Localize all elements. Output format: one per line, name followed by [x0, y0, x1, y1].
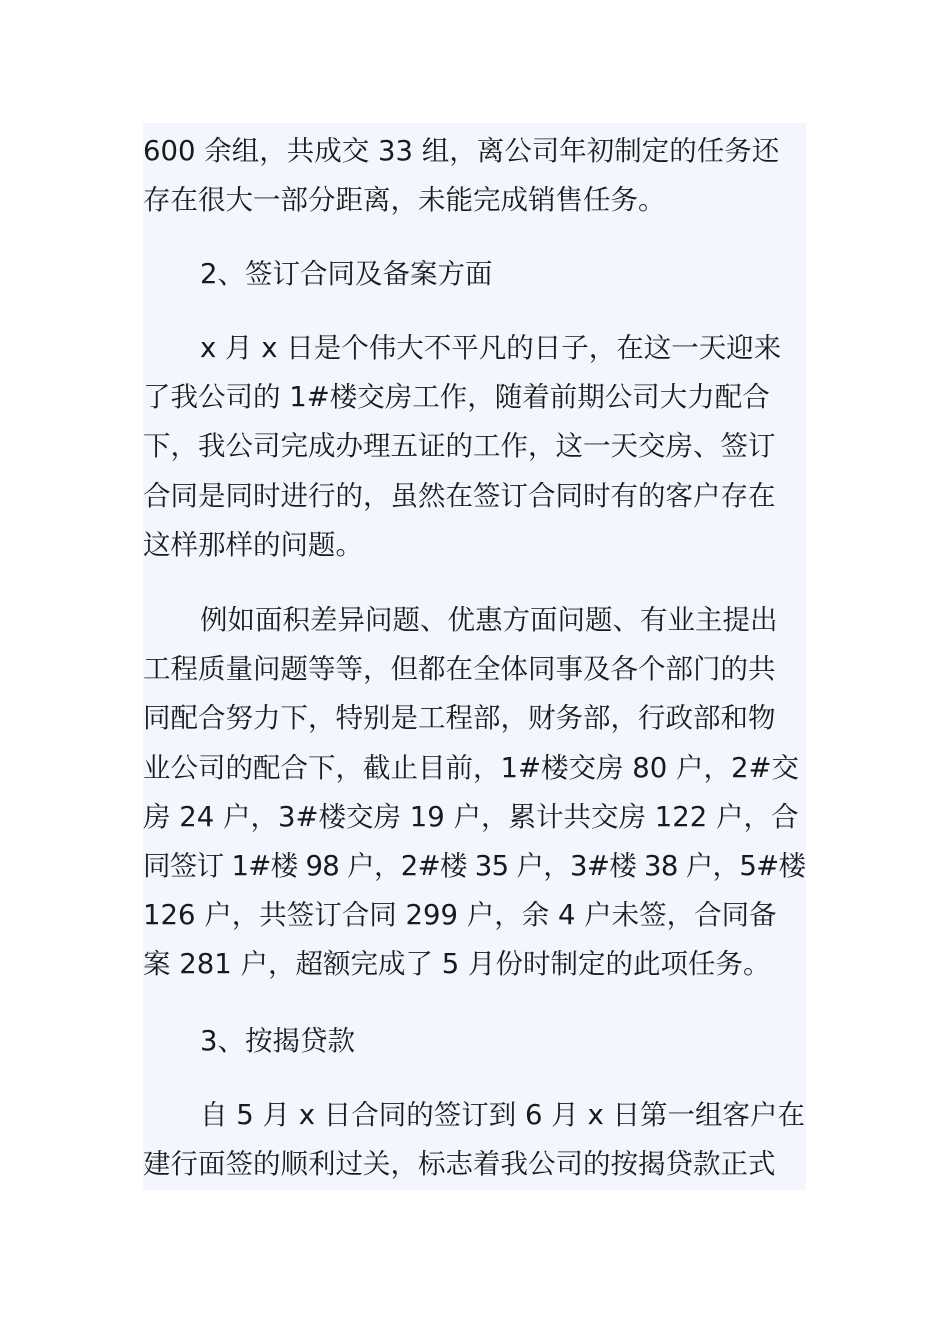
text-line: 建行面签的顺利过关，标志着我公司的按揭贷款正式 — [143, 1148, 776, 1181]
paragraph-handover-day — [143, 324, 806, 570]
paragraph-mortgage-start — [143, 1091, 806, 1189]
text-line: 工程质量问题等等，但都在全体同事及各个部门的共 — [143, 653, 776, 686]
text-line: 下，我公司完成办理五证的工作，这一天交房、签订 — [143, 430, 776, 463]
section-heading-mortgage — [143, 1017, 806, 1066]
text-line: 600 余组，共成交 33 组，离公司年初制定的任务还 — [143, 135, 780, 167]
text-line: 业公司的配合下，截止目前，1#楼交房 80 户，2#交 — [143, 751, 800, 784]
text-line: 了我公司的 1#楼交房工作，随着前期公司大力配合 — [143, 381, 770, 414]
text-line: 自 5 月 x 日合同的签订到 6 月 x 日第一组客户在 — [200, 1099, 805, 1131]
text-line: 这样那样的问题。 — [143, 528, 363, 561]
text-line: 同签订 1#楼 98 户，2#楼 35 户，3#楼 38 户，5#楼 — [143, 850, 806, 883]
text-line: 126 户，共签订合同 299 户，余 4 户未签，合同备 — [143, 899, 777, 932]
text-line: 合同是同时进行的，虽然在签订合同时有的客户存在 — [143, 479, 776, 512]
paragraph-sales-summary — [143, 127, 806, 225]
text-line: x 月 x 日是个伟大不平凡的日子，在这一天迎来 — [200, 332, 782, 364]
text-line: 房 24 户，3#楼交房 19 户，累计共交房 122 户，合 — [143, 800, 799, 833]
heading-text: 2、签订合同及备案方面 — [200, 258, 493, 290]
text-line: 例如面积差异问题、优惠方面问题、有业主提出 — [200, 604, 778, 636]
text-line: 同配合努力下，特别是工程部，财务部，行政部和物 — [143, 702, 776, 735]
section-heading-contract-filing — [143, 250, 806, 299]
text-line: 案 281 户，超额完成了 5 月份时制定的此项任务。 — [143, 948, 771, 981]
document-text-block — [143, 123, 806, 1190]
text-line: 存在很大一部分距离，未能完成销售任务。 — [143, 184, 666, 217]
heading-text: 3、按揭贷款 — [200, 1025, 355, 1057]
paragraph-handover-statistics — [143, 596, 806, 990]
